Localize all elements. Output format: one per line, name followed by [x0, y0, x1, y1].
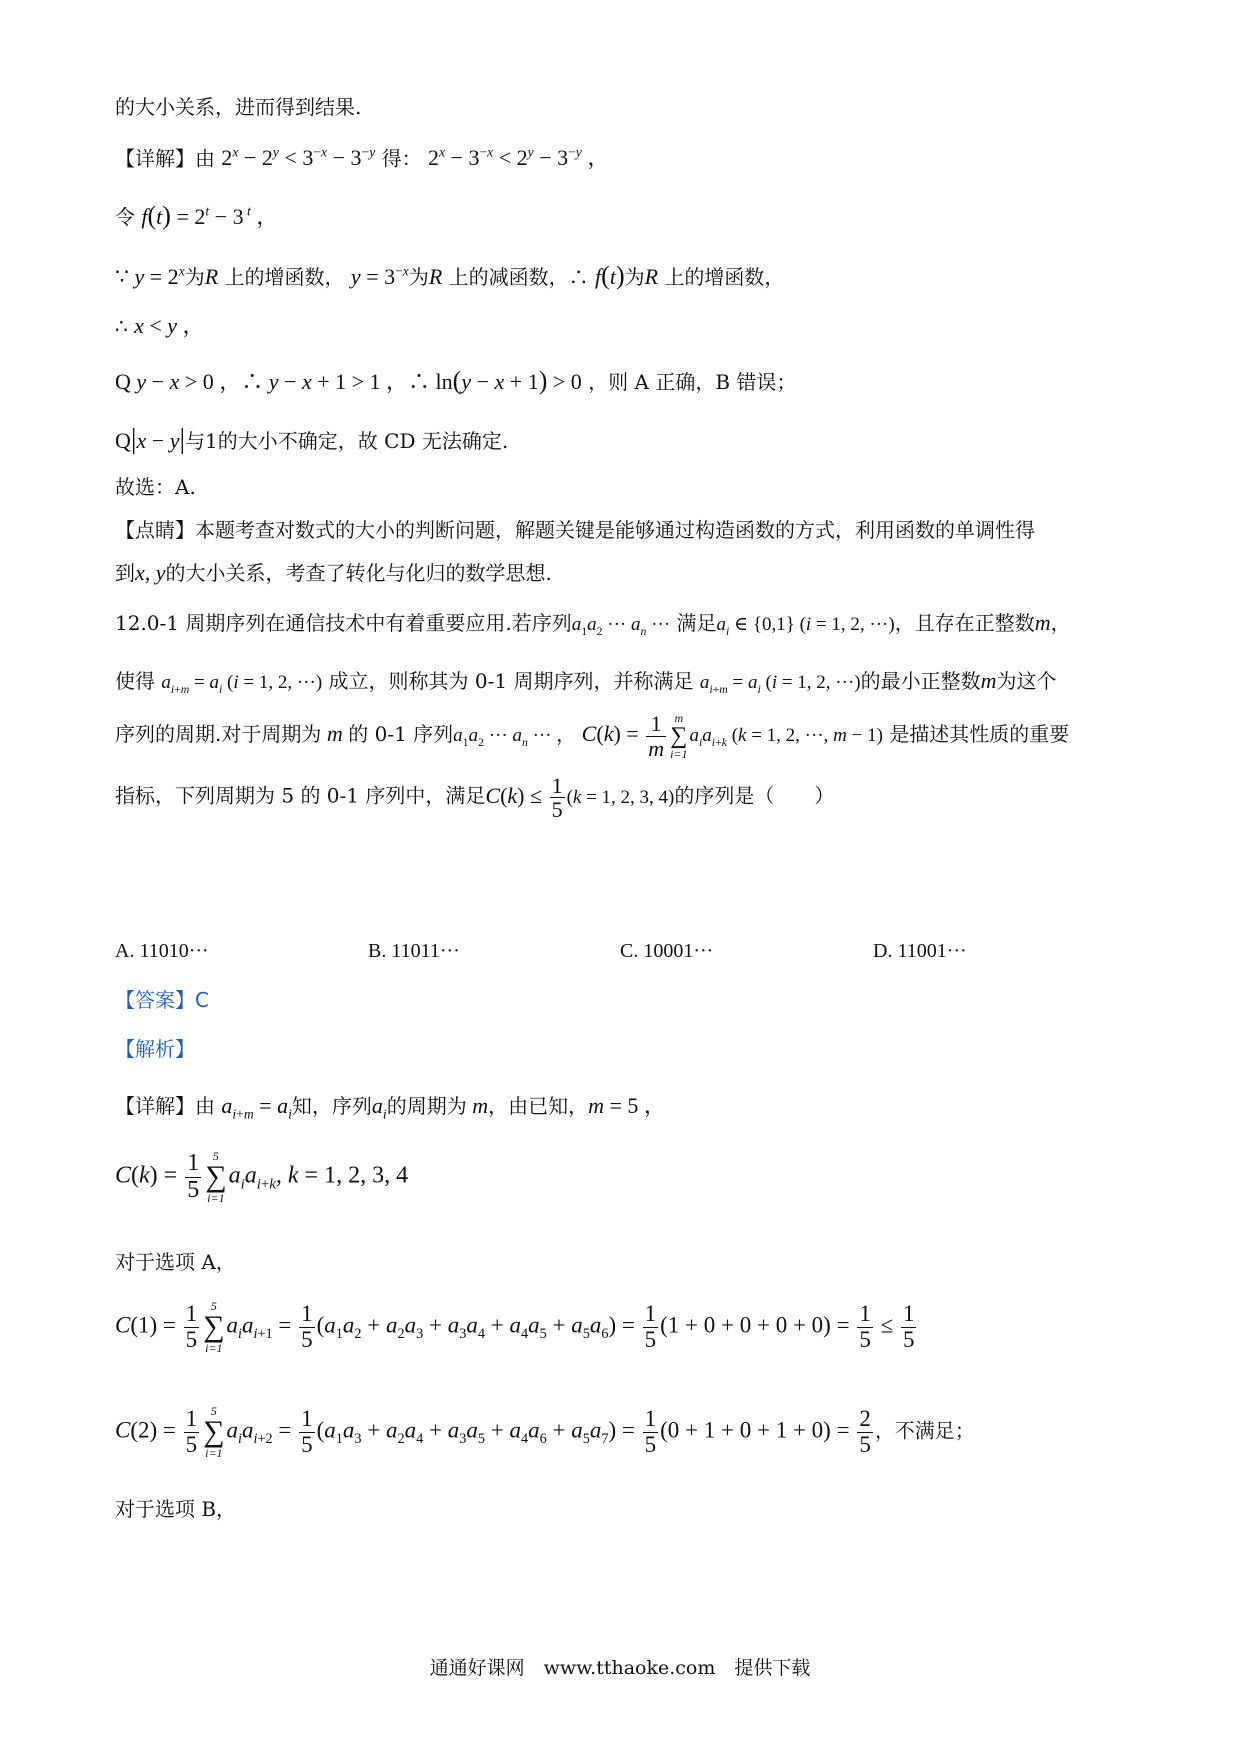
f-definition: $f(t) = 2^t - 3$ $^t$ ， [141, 201, 279, 230]
let-line [115, 200, 278, 231]
intro-line: 的大小关系，进而得到结果. [115, 95, 362, 119]
var-m-3: m [321, 721, 349, 747]
ck-formula: C(k) = $\frac{1}{5}$ 5 ∑ i=1 $a_ia_{i+k}$, k = 1, 2, 3, 4 [115, 1149, 409, 1205]
detail-line-1 [115, 145, 609, 172]
inequality-1: $2^x - 2^y < 3^{-x} - 3^{-y}$ [221, 145, 376, 171]
q12-period-cond-2: $a_{i+m} = a_i$ (i = 1, 2, ···) [699, 672, 861, 696]
d2-text-d: ，由已知， [488, 1094, 589, 1118]
detail2-label: 【详解】 [115, 1094, 195, 1118]
set-r-2: R [428, 264, 443, 289]
d2-ai: $a_i$ [371, 1093, 387, 1122]
not-satisfy-text: ，不满足； [874, 1418, 975, 1443]
option-d: D. 11001··· [873, 940, 967, 962]
answer-value: C [195, 988, 209, 1012]
because-text-3: 上的减函数，∴ [448, 265, 589, 289]
options-row [115, 940, 1125, 970]
because-math-3: f(t) [595, 261, 625, 290]
comment2-post: 的大小关系，考查了转化与化归的数学思想. [165, 561, 552, 585]
option-a: A. 11010··· [115, 940, 209, 962]
q12-line-1: 12.0-1 周期序列在通信技术中有着重要应用.若序列$a_1a_2$ ··· $a_n$ ··· 满足$a_i$ ∈ {0,1} (i = 1, 2, ···)，且存在正整数m， [115, 610, 1071, 638]
q12-text-1a: 12.0-1 周期序列在通信技术中有着重要应用.若序列 [115, 611, 572, 635]
d2-text-a: 由 [195, 1094, 215, 1118]
q12-text-3c: 是描述其性质的重要 [889, 722, 1070, 747]
comment-line-2 [115, 560, 552, 586]
because-text-4: 上的增函数， [664, 265, 785, 289]
q12-text-3a: 序列的周期.对于周期为 [115, 722, 322, 747]
answer-label: 【答案】 [115, 988, 195, 1012]
d2-text-c: 的周期为 [386, 1094, 467, 1118]
comment-line-1: 【点睛】本题考查对数式的大小的判断问题，解题关键是能够通过构造函数的方式，利用函数的单调性得 [115, 518, 1035, 542]
ck-condition: C(k) ≤ $\frac{1}{5}$ (k = 1, 2, 3, 4) [485, 773, 675, 823]
set-r-3: R [644, 264, 659, 289]
q12-seq: $a_1a_2$ ··· $a_n$ ··· [571, 614, 671, 638]
q12-line-3 [115, 712, 1069, 760]
page-footer: 通通好课网 www.tthaoke.com 提供下载 [429, 1657, 811, 1679]
because-math-2: $y = 3^{-x}$ [350, 263, 409, 289]
q12-text-3b: 的 0-1 序列 [348, 722, 454, 747]
inequality-2: $2^x - 3^{-x} < 2^y - 3^{-y}$ ， [427, 145, 610, 171]
therefore-text: ∴ [115, 314, 128, 338]
q12-seq-2: $a_1a_2$ ··· $a_n$ ··· ， [453, 725, 576, 749]
x-less-y: x < y ， [134, 313, 205, 338]
q12-text-4b: 的序列是（ ） [674, 783, 835, 808]
because-math-1: ∵ $y = 2^x$ [115, 263, 185, 289]
abs-math: Q|x − y| [115, 424, 186, 455]
q12-text-2a: 使得 [115, 669, 155, 693]
d2-text-b: 知，序列 [291, 1094, 372, 1118]
detail-line-2 [115, 1093, 666, 1123]
var-m-1: m [1034, 610, 1051, 635]
detail1-text: 由 [195, 146, 215, 171]
set-r-1: R [204, 264, 219, 289]
because-text-2: 上的增函数， [224, 265, 345, 289]
q12-text-2b: 成立，则称其为 0-1 周期序列，并称满足 [328, 669, 694, 693]
analysis-label: 【解析】 [115, 1037, 195, 1061]
ck-definition: C(k) = $\frac{1}{m}$ m ∑ i=1 $a_ia_{i+k}$ (k = 1, 2, ···, m − 1) [581, 711, 883, 761]
q12-membership: $a_i$ ∈ {0,1} (i = 1, 2, ···) [716, 614, 895, 638]
because-line [115, 260, 784, 291]
abs-line [115, 423, 508, 457]
for-option-a: 对于选项 A， [115, 1250, 236, 1274]
ln-tail: ，则 A 正确，B 错误； [588, 370, 797, 394]
let-text: 令 [115, 205, 135, 229]
c1-computation: C(1) = $\frac{1}{5}$ 5 ∑ i=1 $a_ia_{i+1}$ = $\frac{1}{5}$ $(a_1a_2 + a_2a_3 + a_3a_4 + a_4a_5 + a_5a_6)$ = $\frac{1}{5}$ (1 + 0 + 0 + 0 + 0) = $\frac{1}{5}$ ≤ $\frac{1}{5}$ [115, 1299, 915, 1355]
var-m-4: m [466, 1093, 489, 1118]
q12-text-2d: 为这个 [996, 669, 1057, 693]
q12-text-2c: 的最小正整数 [860, 669, 981, 693]
q12-text-4a: 指标，下列周期为 5 的 0-1 序列中，满足 [115, 783, 486, 808]
therefore-line [115, 313, 205, 339]
comment2-pre: 到 [115, 561, 135, 585]
answer-line [115, 988, 209, 1012]
q12-period-cond-1: $a_{i+m} = a_i$ (i = 1, 2, ···) [161, 672, 323, 696]
var-m-2: m [980, 668, 997, 693]
q12-line-4 [115, 774, 834, 821]
ln-line [115, 365, 796, 396]
because-text-1c: 为 [624, 265, 645, 289]
for-option-b: 对于选项 B， [115, 1497, 237, 1521]
ln-math: Q y − x > 0 ，∴ y − x + 1 > 1 ，∴ ln(y − x + 1) > 0 [115, 366, 582, 395]
m-equals-5: m = 5 ， [588, 1093, 666, 1118]
d2-period: $a_{i+m} = a_i$ [221, 1093, 292, 1122]
because-text-1: 为 [184, 265, 205, 289]
xy-vars: x, y [135, 560, 166, 585]
abs-text: 与1的大小不确定，故 CD 无法确定. [185, 429, 509, 453]
detail1-mid: 得： [381, 146, 422, 171]
q12-line-2 [115, 668, 1057, 697]
option-b: B. 11011··· [368, 940, 460, 962]
because-text-1b: 为 [408, 265, 429, 289]
q12-text-1b: 满足 [676, 611, 717, 635]
choose-line: 故选：A. [115, 475, 196, 499]
c2-computation: C(2) = $\frac{1}{5}$ 5 ∑ i=1 $a_ia_{i+2}$ = $\frac{1}{5}$ $(a_1a_3 + a_2a_4 + a_3a_5 + a_4a_6 + a_5a_7)$ = $\frac{1}{5}$ (0 + 1 + 0 + 1 + 0) = $\frac{2}{5}$ ，不满足； [115, 1404, 975, 1460]
q12-text-1c: ，且存在正整数 [894, 611, 1035, 635]
detail-label: 【详解】 [115, 146, 195, 171]
option-c: C. 10001··· [620, 940, 714, 962]
